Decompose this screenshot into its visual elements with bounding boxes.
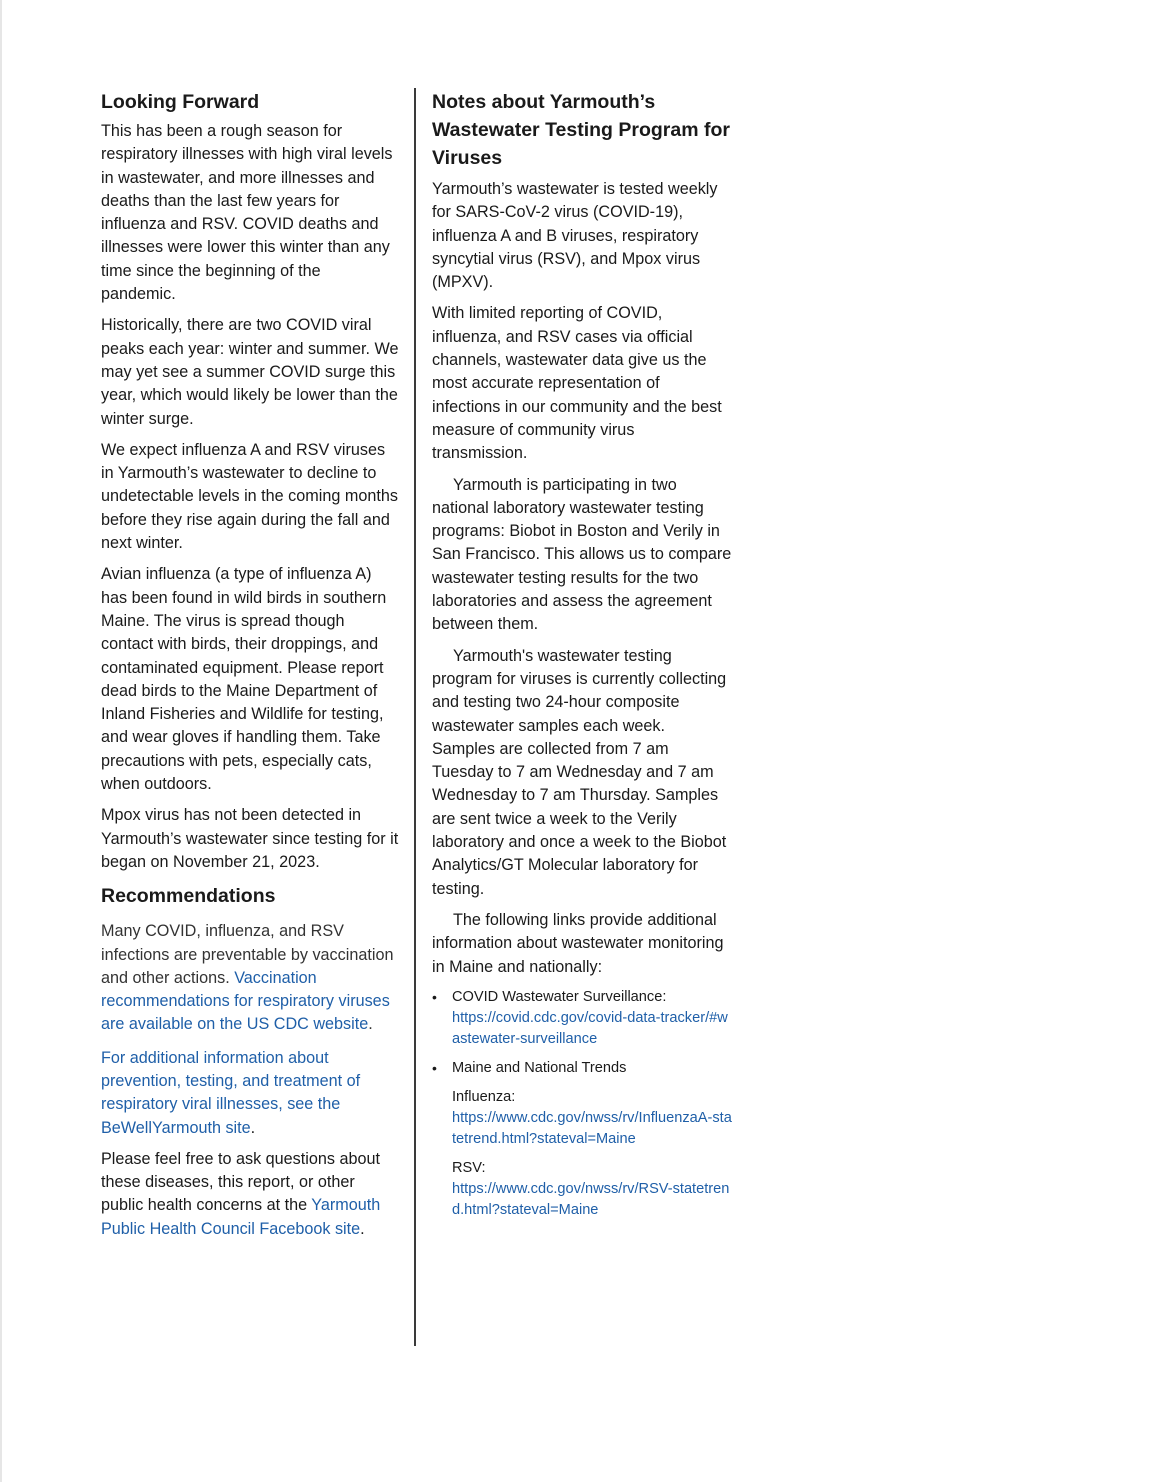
influenza-trend-link[interactable]: https://www.cdc.gov/nwss/rv/InfluenzaA-statetrend.html?stateval=Maine: [452, 1109, 732, 1147]
influenza-label: Influenza:: [452, 1088, 516, 1105]
testing-program-heading: Notes about Yarmouth’s Wastewater Testing Program for Viruses: [432, 91, 730, 169]
period: .: [368, 1015, 373, 1034]
bewellyarmouth-link[interactable]: For additional information about prevention, testing, and treatment of respiratory viral illnesses, see the BeWellYarmouth site: [101, 1048, 361, 1137]
covid-surveillance-label: COVID Wastewater Surveillance:: [452, 988, 667, 1005]
recommendations-paragraph-3: [101, 1148, 399, 1241]
rsv-label: RSV:: [452, 1159, 486, 1176]
cdc-vaccination-link[interactable]: Vaccination recommendations for respiratory viruses are available on the US CDC website: [101, 968, 390, 1034]
testing-program-paragraph-4: Yarmouth's wastewater testing program for viruses is currently collecting and testing two 24-hour composite wastewater samples each week. Samples are collected from 7 am Tuesday to 7 am Wednesday and 7 am Wednesday to 7 am Thursday. Samples are sent twice a week to the Verily laboratory and once a week to the Biobot Analytics/GT Molecular laboratory for testing.: [432, 646, 727, 898]
recommendations-text-1: Many COVID, influenza, and RSV infections are preventable by vaccination and other actions.: [101, 922, 394, 987]
period: .: [250, 1118, 256, 1137]
looking-forward-heading: Looking Forward: [101, 91, 260, 113]
recommendations-heading: Recommendations: [101, 885, 276, 908]
looking-forward-paragraph-4: Avian influenza (a type of influenza A) has been found in wild birds in southern Maine. The virus is spread though contact with birds, their droppings, and contaminated equipment. Please report dead birds to the Maine Department of Inland Fisheries and Wildlife for testing, and wear gloves if handling them. Take precautions with pets, especially cats, when outdoors.: [101, 565, 387, 794]
looking-forward-paragraph-5: Mpox virus has not been detected in Yarmouth’s wastewater since testing for it began on November 21, 2023.: [101, 806, 399, 871]
testing-program-paragraph-3: Yarmouth is participating in two national laboratory wastewater testing programs: Biobot in Boston and Verily in San Francisco. This allows us to compare wastewater testing results for the two laboratories and assess the agreement between them.: [432, 475, 732, 634]
recommendations-paragraph-2: [101, 1047, 399, 1140]
looking-forward-paragraph-2: Historically, there are two COVID viral peaks each year: winter and summer. We may yet see a summer COVID surge this year, which would likely be lower than the winter surge.: [101, 316, 399, 428]
right-column: [432, 88, 732, 1229]
recommendations-paragraph-1: [101, 920, 399, 1036]
testing-program-paragraph-5: The following links provide additional information about wastewater monitoring in Maine and nationally:: [432, 910, 724, 976]
covid-surveillance-link[interactable]: https://covid.cdc.gov/covid-data-tracker/#wastewater-surveillance: [452, 1009, 728, 1047]
list-item: [432, 987, 732, 1050]
trends-label: Maine and National Trends: [452, 1059, 627, 1076]
resource-links-list: [432, 987, 732, 1079]
facebook-site-link[interactable]: Yarmouth Public Health Council Facebook site: [101, 1196, 381, 1238]
testing-program-paragraph-1: Yarmouth’s wastewater is tested weekly for SARS-CoV-2 virus (COVID-19), influenza A and B viruses, respiratory syncytial virus (RSV), and Mpox virus (MPXV).: [432, 180, 718, 292]
influenza-trends: [452, 1087, 732, 1150]
column-divider: [414, 88, 416, 1346]
looking-forward-paragraph-1: This has been a rough season for respiratory illnesses with high viral levels in wastewater, and more illnesses and deaths than the last few years for influenza and RSV. COVID deaths and illnesses were lower this winter than any time since the beginning of the pandemic.: [101, 122, 393, 304]
rsv-trend-link[interactable]: https://www.cdc.gov/nwss/rv/RSV-statetrend.html?stateval=Maine: [452, 1180, 730, 1218]
left-column: [101, 88, 399, 1249]
list-item: [432, 1058, 732, 1079]
page-edge: [0, 0, 2, 1482]
recommendations-text-3: Please feel free to ask questions about these diseases, this report, or other public health concerns at the: [101, 1149, 380, 1215]
testing-program-paragraph-2: With limited reporting of COVID, influenza, and RSV cases via official channels, wastewater data give us the most accurate representation of infections in our community and the best measure of community virus transmission.: [432, 304, 722, 463]
looking-forward-paragraph-3: We expect influenza A and RSV viruses in Yarmouth’s wastewater to decline to undetectable levels in the coming months before they rise again during the fall and next winter.: [101, 440, 398, 553]
bullet-icon: •: [432, 988, 437, 1005]
bullet-icon: •: [432, 1059, 437, 1076]
period: .: [360, 1219, 365, 1238]
rsv-trends: [452, 1158, 732, 1221]
